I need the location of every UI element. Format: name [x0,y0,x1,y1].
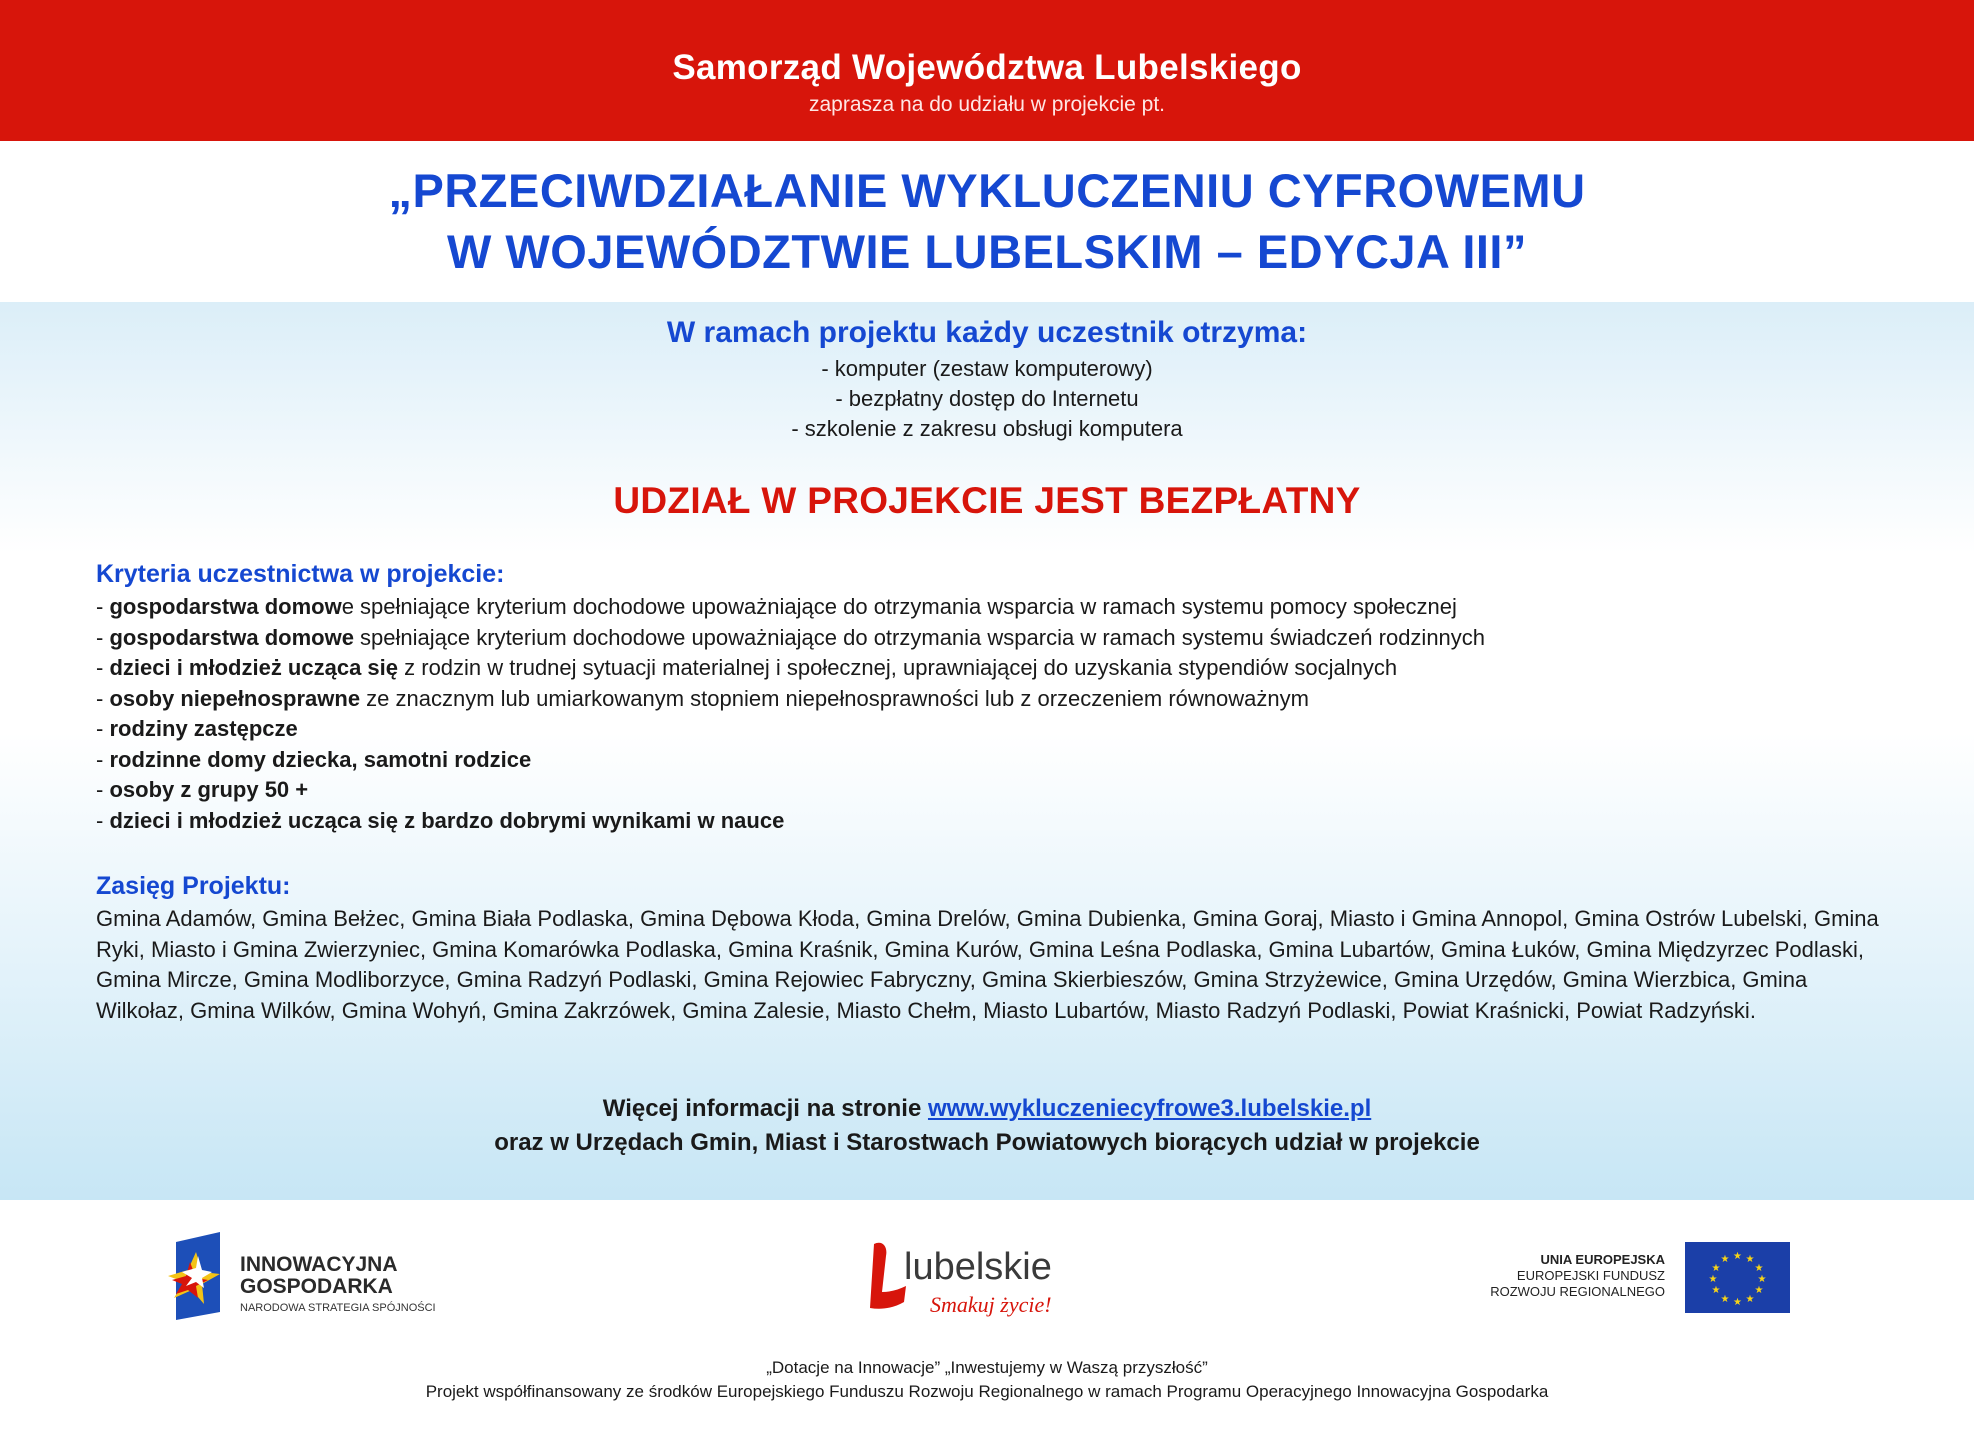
svg-text:★: ★ [1754,1263,1764,1274]
criteria-item: - gospodarstwa domowe spełniające kryterium dochodowe upoważniające do otrzymania wsparcia w ramach systemu pomocy społecznej [96,594,1457,619]
project-title-band [0,141,1974,302]
eu-logo [1480,1242,1790,1314]
project-title-line-2: W WOJEWÓDZTWIE LUBELSKIM – EDYCJA III” [447,225,1527,278]
criteria-item: - rodziny zastępcze [96,716,298,741]
benefits-heading: W ramach projektu każdy uczestnik otrzyma: [666,316,1308,349]
lubelskie-l-icon [868,1240,908,1312]
header-title: Samorząd Województwa Lubelskiego [672,48,1302,87]
ig-logo-subtext: NARODOWA STRATEGIA SPÓJNOŚCI [240,1302,436,1314]
more-info-line: Więcej informacji na stronie www.wykluczeniecyfrowe3.lubelskie.pl [602,1095,1372,1122]
lubelskie-slogan: Smakuj życie! [930,1292,1052,1317]
main-panel [0,302,1974,1200]
ig-logo-text: INNOWACYJNA GOSPODARKA [240,1253,398,1298]
svg-text:★: ★ [1708,1274,1718,1285]
footer-line-1: „Dotacje na Innowacje” „Inwestujemy w Waszą przyszłość” [766,1358,1208,1377]
footer-text [0,1356,1974,1404]
footer-line-2: Projekt współfinansowany ze środków Europejskiego Funduszu Rozwoju Regionalnego w ramach Programu Operacyjnego Innowacyjna Gospodarka [425,1382,1549,1401]
more-info-offices-line: oraz w Urzędach Gmin, Miast i Starostwach Powiatowych biorących udział w projekcie [494,1129,1480,1156]
project-title-line-1: „PRZECIWDZIAŁANIE WYKLUCZENIU CYFROWEMU [388,164,1586,217]
criteria-item: - dzieci i młodzież ucząca się z bardzo dobrymi wynikami w nauce [96,807,785,833]
criteria-item: - rodzinne domy dziecka, samotni rodzice [96,746,532,772]
benefit-item: - komputer (zestaw komputerowy) [821,356,1153,381]
benefits-list [0,354,1974,444]
criteria-item: - dzieci i młodzież ucząca się z rodzin w trudnej sytuacji materialnej i społecznej, uprawniającej do uzyskania stypendiów socjalnych [96,655,1398,680]
svg-text:★: ★ [1711,1263,1721,1274]
scope-text: Gmina Adamów, Gmina Bełżec, Gmina Biała Podlaska, Gmina Dębowa Kłoda, Gmina Drelów, Gmina Dubienka, Gmina Goraj, Miasto i Gmina Annopol, Gmina Ostrów Lubelski, Gmina Ryki, Miasto i Gmina Zwierzyniec, Gmina Komarówka Podlaska, Gmina Kraśnik, Gmina Kurów, Gmina Leśna Podlaska, Gmina Lubartów, Gmina Łuków, Gmina Międzyrzec Podlaski, Gmina Mircze, Gmina Modliborzyce, Gmina Radzyń Podlaski, Gmina Rejowiec Fabryczny, Gmina Skierbieszów, Gmina Strzyżewice, Gmina Urzędów, Gmina Wierzbica, Gmina Wilkołaz, Gmina Wilków, Gmina Wohyń, Gmina Zakrzówek, Gmina Zalesie, Miasto Chełm, Miasto Lubartów, Miasto Radzyń Podlaski, Powiat Kraśnicki, Powiat Radzyński. [96,906,1879,1023]
innowacyjna-gospodarka-icon [168,1232,228,1320]
scope-heading: Zasięg Projektu: [96,872,291,900]
criteria-item: - osoby niepełnosprawne ze znacznym lub umiarkowanym stopniem niepełnosprawności lub z orzeczeniem równoważnym [96,685,1309,711]
svg-text:★: ★ [1733,1251,1742,1262]
benefit-item: - szkolenie z zakresu obsługi komputera [791,416,1183,441]
logos-row [0,1200,1974,1350]
free-participation-banner: UDZIAŁ W PROJEKCIE JEST BEZPŁATNY [613,480,1361,521]
lubelskie-logo [868,1240,1068,1330]
svg-text:★: ★ [1754,1285,1764,1296]
project-website-link[interactable]: www.wykluczeniecyfrowe3.lubelskie.pl [927,1095,1372,1122]
criteria-item: - gospodarstwa domowe spełniające kryterium dochodowe upoważniające do otrzymania wsparcia w ramach systemu świadczeń rodzinnych [96,624,1486,650]
criteria-heading: Kryteria uczestnictwa w projekcie: [96,560,505,588]
svg-text:★: ★ [1720,1254,1730,1265]
svg-text:★: ★ [1745,1294,1755,1305]
svg-text:★: ★ [1720,1294,1730,1305]
criteria-item: - osoby z grupy 50 + [96,777,309,802]
criteria-list [96,592,1896,836]
benefit-item: - bezpłatny dostęp do Internetu [835,386,1139,411]
header-subtitle: zaprasza na do udziału w projekcie pt. [808,93,1166,116]
svg-text:★: ★ [1757,1274,1767,1285]
header-band [0,0,1974,141]
eu-flag-icon [1685,1242,1790,1313]
more-info-block [0,1092,1974,1160]
eu-logo-text: UNIA EUROPEJSKA EUROPEJSKI FUNDUSZ ROZWOJU REGIONALNEGO [1490,1252,1665,1299]
svg-text:★: ★ [1733,1297,1742,1308]
innowacyjna-gospodarka-logo [168,1232,448,1322]
svg-text:★: ★ [1745,1254,1755,1265]
lubelskie-wordmark: lubelskie [904,1246,1052,1288]
svg-text:★: ★ [1711,1285,1721,1296]
